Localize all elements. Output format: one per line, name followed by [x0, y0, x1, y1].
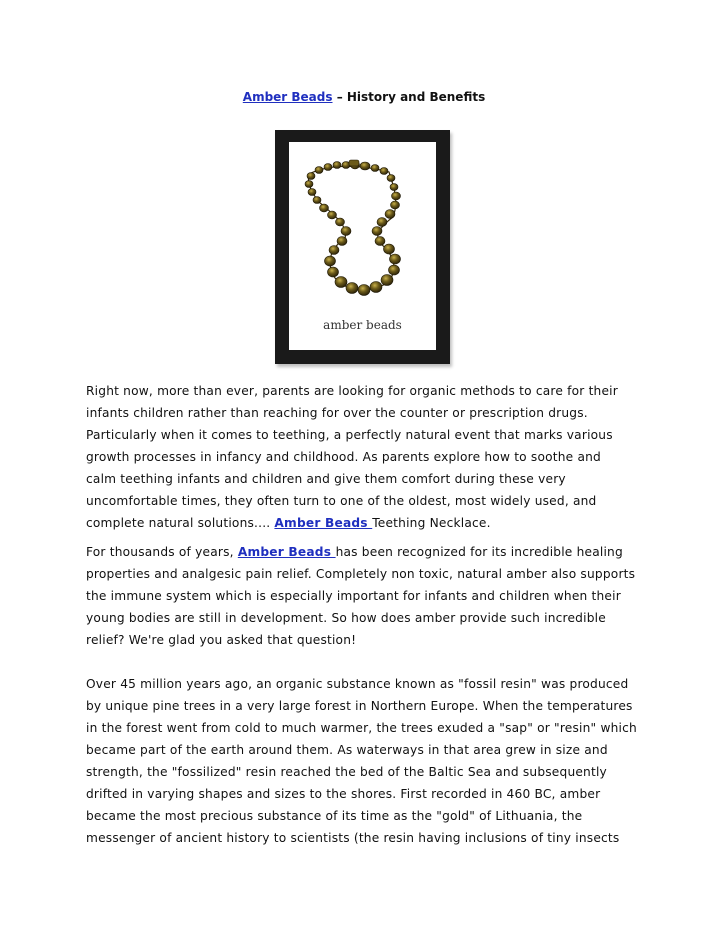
amber-beads-link[interactable]: Amber Beads — [237, 545, 336, 559]
text-line: became the most precious substance of its time as the "gold" of Lithuania, the — [86, 809, 583, 823]
text-line: in the forest went from cold to much warmer, the trees exuded a "sap" or "resin" which — [86, 721, 637, 735]
paragraph-1 — [86, 380, 646, 534]
text-segment: Teething Necklace. — [372, 516, 491, 530]
text-line: became part of the earth around them. As waterways in that area grew in size and — [86, 743, 608, 757]
page-title — [0, 90, 728, 104]
text-line — [86, 512, 646, 534]
text-line: uncomfortable times, they often turn to one of the oldest, most widely used, and — [86, 494, 597, 508]
amber-beads-photo-frame — [275, 130, 450, 364]
text-segment: complete natural solutions.... — [86, 516, 275, 530]
text-line: relief? We're glad you asked that question! — [86, 633, 357, 647]
text-line: drifted in varying shapes and sizes to the shores. First recorded in 460 BC, amber — [86, 787, 601, 801]
text-line: Over 45 million years ago, an organic substance known as "fossil resin" was produced — [86, 677, 629, 691]
photo-caption: amber beads — [323, 318, 402, 332]
text-line: young bodies are still in development. So how does amber provide such incredible — [86, 611, 606, 625]
text-line: by unique pine trees in a very large forest in Northern Europe. When the temperatures — [86, 699, 633, 713]
text-line: growth processes in infancy and childhood. As parents explore how to soothe and — [86, 450, 601, 464]
text-segment: has been recognized for its incredible healing — [335, 545, 623, 559]
text-line — [86, 541, 646, 563]
title-link[interactable]: Amber Beads — [242, 90, 333, 104]
text-line: calm teething infants and children and give them comfort during these very — [86, 472, 566, 486]
amber-beads-link[interactable]: Amber Beads — [274, 516, 373, 530]
title-rest: – History and Benefits — [332, 90, 486, 104]
paragraph-3 — [86, 673, 646, 849]
text-line: Right now, more than ever, parents are looking for organic methods to care for their — [86, 384, 618, 398]
paragraph-2 — [86, 541, 646, 651]
text-line: messenger of ancient history to scientists (the resin having inclusions of tiny insects — [86, 831, 620, 845]
amber-beads-photo — [289, 142, 436, 350]
text-line: Particularly when it comes to teething, a perfectly natural event that marks various — [86, 428, 613, 442]
text-segment: For thousands of years, — [86, 545, 238, 559]
bead-group — [305, 161, 401, 296]
text-line: strength, the "fossilized" resin reached the bed of the Baltic Sea and subsequently — [86, 765, 607, 779]
text-line: infants children rather than reaching for over the counter or prescription drugs. — [86, 406, 588, 420]
text-line: the immune system which is especially important for infants and children when their — [86, 589, 621, 603]
clasp — [349, 160, 359, 166]
text-line: properties and analgesic pain relief. Completely non toxic, natural amber also supports — [86, 567, 636, 581]
